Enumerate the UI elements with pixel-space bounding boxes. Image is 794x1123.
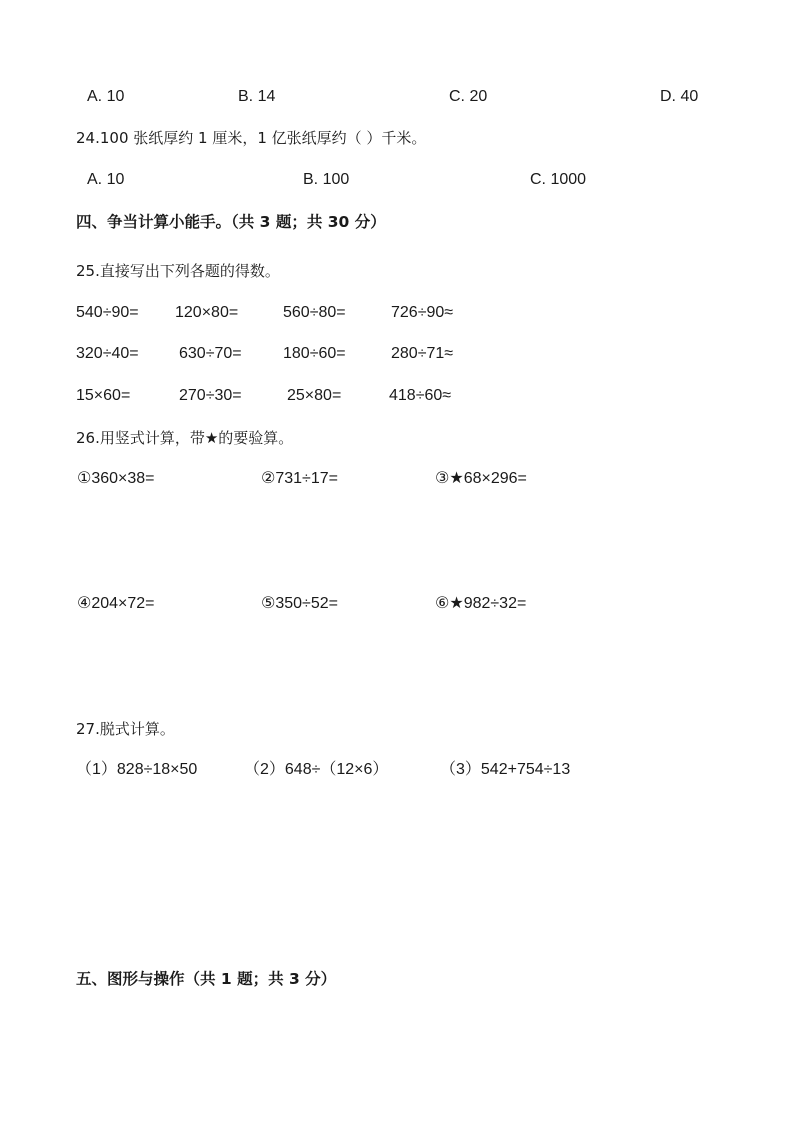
question-25-stem: 25.直接写出下列各题的得数。 bbox=[76, 262, 280, 280]
mental-calc-item: 726÷90≈ bbox=[391, 304, 454, 321]
vertical-calc-item: ⑥★982÷32= bbox=[435, 595, 527, 612]
stepwise-calc-item: （1）828÷18×50 bbox=[76, 761, 198, 778]
stepwise-calc-item: （2）648÷（12×6） bbox=[244, 761, 389, 778]
mental-calc-item: 320÷40= bbox=[76, 345, 139, 362]
question-27-stem: 27.脱式计算。 bbox=[76, 720, 175, 738]
option-c: C. 1000 bbox=[530, 171, 587, 188]
question-26-stem: 26.用竖式计算，带★的要验算。 bbox=[76, 429, 294, 447]
vertical-calc-item: ⑤350÷52= bbox=[261, 595, 338, 612]
mental-calc-item: 15×60= bbox=[76, 387, 131, 404]
section-5-heading: 五、图形与操作（共 1 题；共 3 分） bbox=[76, 970, 337, 988]
mental-calc-item: 280÷71≈ bbox=[391, 345, 454, 362]
mental-calc-item: 630÷70= bbox=[179, 345, 242, 362]
mental-calc-item: 560÷80= bbox=[283, 304, 346, 321]
option-a: A. 10 bbox=[87, 171, 125, 188]
vertical-calc-item: ①360×38= bbox=[77, 470, 155, 487]
mental-calc-item: 120×80= bbox=[175, 304, 239, 321]
option-b: B. 14 bbox=[238, 88, 276, 105]
option-b: B. 100 bbox=[303, 171, 350, 188]
stepwise-calc-item: （3）542+754÷13 bbox=[440, 761, 571, 778]
option-d: D. 40 bbox=[660, 88, 699, 105]
mental-calc-item: 180÷60= bbox=[283, 345, 346, 362]
vertical-calc-item: ③★68×296= bbox=[435, 470, 527, 487]
mental-calc-item: 540÷90= bbox=[76, 304, 139, 321]
section-4-heading: 四、争当计算小能手。（共 3 题；共 30 分） bbox=[76, 213, 386, 231]
option-a: A. 10 bbox=[87, 88, 125, 105]
mental-calc-item: 270÷30= bbox=[179, 387, 242, 404]
question-24-stem: 24.100 张纸厚约 1 厘米，1 亿张纸厚约（ ）千米。 bbox=[76, 129, 427, 147]
vertical-calc-item: ④204×72= bbox=[77, 595, 155, 612]
vertical-calc-item: ②731÷17= bbox=[261, 470, 338, 487]
mental-calc-item: 25×80= bbox=[287, 387, 342, 404]
option-c: C. 20 bbox=[449, 88, 488, 105]
mental-calc-item: 418÷60≈ bbox=[389, 387, 452, 404]
